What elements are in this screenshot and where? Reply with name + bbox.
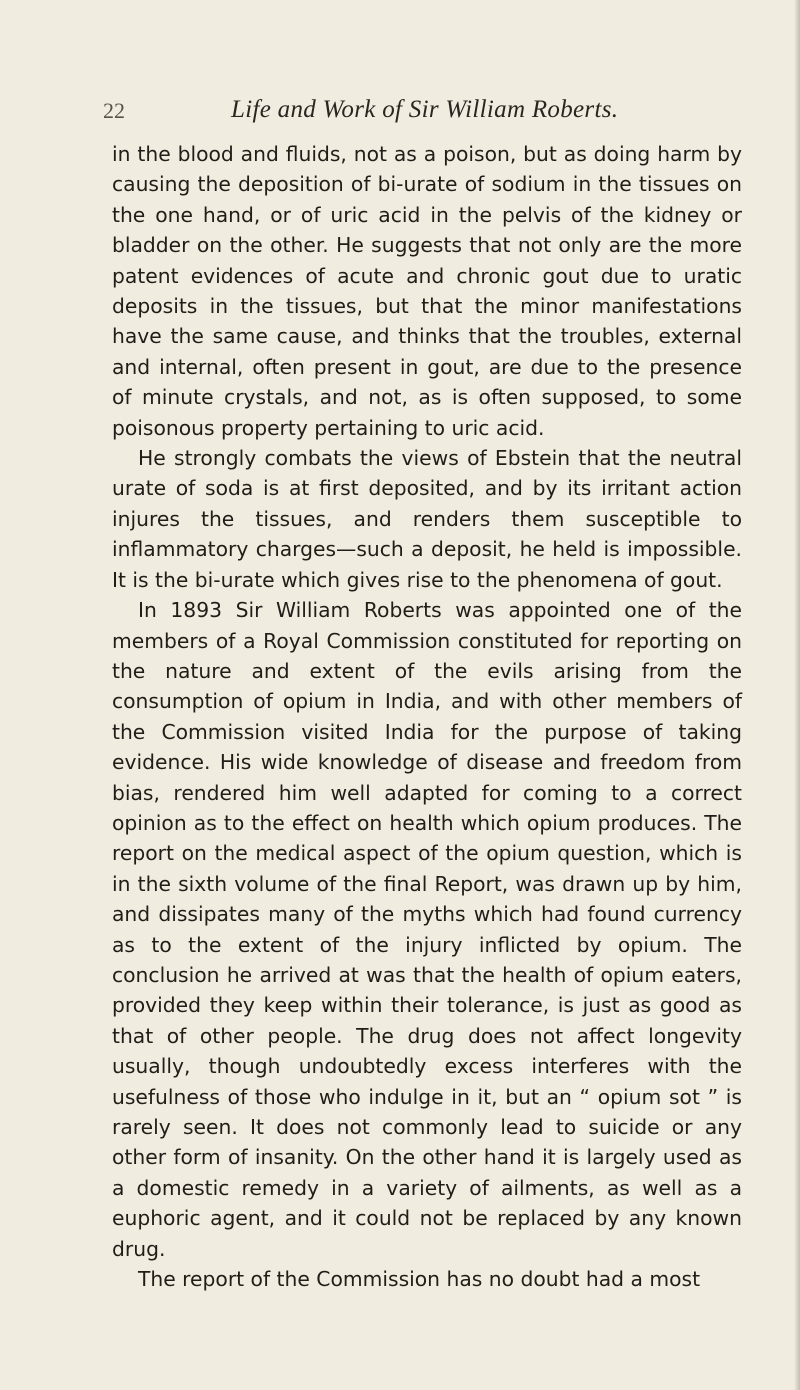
paragraph-commission-report: The report of the Commission has no doubt had a most (138, 1267, 701, 1292)
paragraph-opium-commission: In 1893 Sir William Roberts was appointed one of the members of a Royal Commission constituted for reporting on the nature and extent of the evils arising from the consumption of opium in India, and with other members of the Commission visited India for the purpose of taking evidence. His wide knowledge of disease and freedom from bias, rendered him well adapted for coming to a correct opinion as to the effect on health which opium produces. The report on the medical aspect of the opium question, which is in the sixth volume of the final Report, was drawn up by him, and dissipates many of the myths which had found currency as to the extent of the injury inflicted by opium. The conclusion he arrived at was that the health of opium eaters, provided they keep within their tolerance, is just as good as that of other people. The drug does not affect longevity usually, though undoubtedly excess interferes with the usefulness of those who indulge in it, but an “ opium sot ” is rarely seen. It does not commonly lead to suicide or any other form of insanity. On the other hand it is largely used as a domestic remedy in a variety of ailments, as well as a euphoric agent, and it could not be replaced by any known drug. (112, 598, 742, 1261)
page-edge-shadow (794, 0, 800, 1390)
body-text (112, 139, 742, 1294)
page-number: 22 (103, 98, 125, 123)
paragraph-ebstein-views: He strongly combats the views of Ebstein that the neutral urate of soda is at first deposited, and by its irritant action injures the tissues, and renders them susceptible to inflammatory charges—such a deposit, he held is impossible. It is the bi-urate which gives rise to the phenomena of gout. (112, 446, 742, 592)
paragraph-gout-deposits: in the blood and fluids, not as a poison, but as doing harm by causing the deposition of bi-urate of sodium in the tissues on the one hand, or of uric acid in the pelvis of the kidney or bladder on the other. He suggests that not only are the more patent evidences of acute and chronic gout due to uratic deposits in the tissues, but that the minor manifestations have the same cause, and thinks that the troubles, external and internal, often present in gout, are due to the presence of minute crystals, and not, as is often supposed, to some poisonous property pertaining to uric acid. (112, 142, 742, 440)
page-header (103, 96, 763, 132)
running-title: Life and Work of Sir William Roberts. (231, 96, 619, 123)
